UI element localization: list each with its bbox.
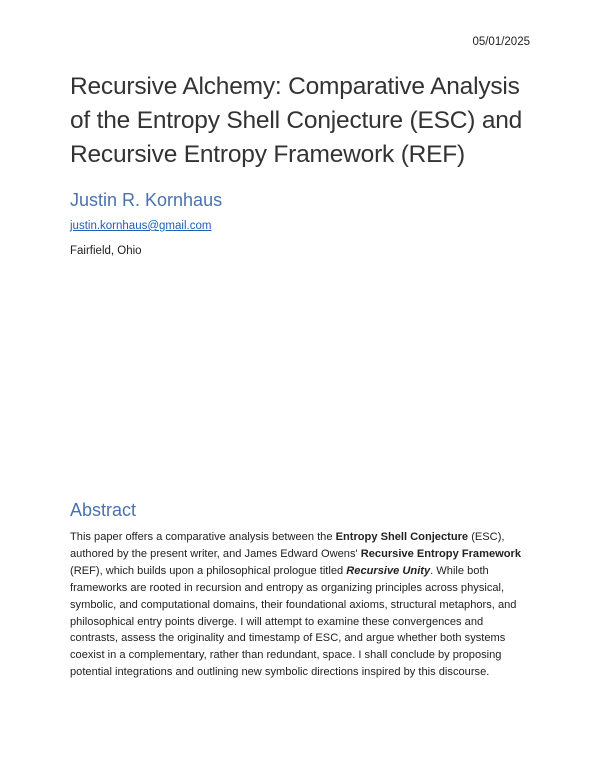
abstract-term-ref: Recursive Entropy Framework [360,547,522,560]
abstract-text: . While both frameworks are rooted in recursion and entropy as organizing principles across physical, symbolic, and computational domains, their foundational axioms, structural metaphors, and philosophical entry points diverge. I will attempt to examine these convergences and contrasts, assess the originality and timestamp of ESC, and argue whether both systems coexist in a complementary, rather than redundant, space. I shall conclude by proposing potential integrations and outlining new symbolic directions inspired by this discourse. [70,564,517,679]
abstract-term-esc: Entropy Shell Conjecture [335,531,469,543]
abstract-text: This paper offers a comparative analysis between the [70,531,336,543]
abstract-heading: Abstract [70,500,137,520]
title-line: Recursive Entropy Framework (REF) [70,141,466,168]
date: 05/01/2025 [472,36,530,48]
author-location: Fairfield, Ohio [70,245,142,257]
author-name: Justin R. Kornhaus [70,190,223,210]
title-line: of the Entropy Shell Conjecture (ESC) and [70,107,523,134]
abstract-term-recursive-unity: Recursive Unity [346,564,431,577]
title-line: Recursive Alchemy: Comparative Analysis [70,73,520,100]
abstract-text: (ESC), authored by the present writer, and James Edward Owens' [70,531,505,560]
paper-title [70,70,540,172]
abstract-body [70,529,532,681]
author-email-link[interactable]: justin.kornhaus@gmail.com [70,220,212,232]
abstract-text: (REF), which builds upon a philosophical prologue titled [70,564,347,577]
